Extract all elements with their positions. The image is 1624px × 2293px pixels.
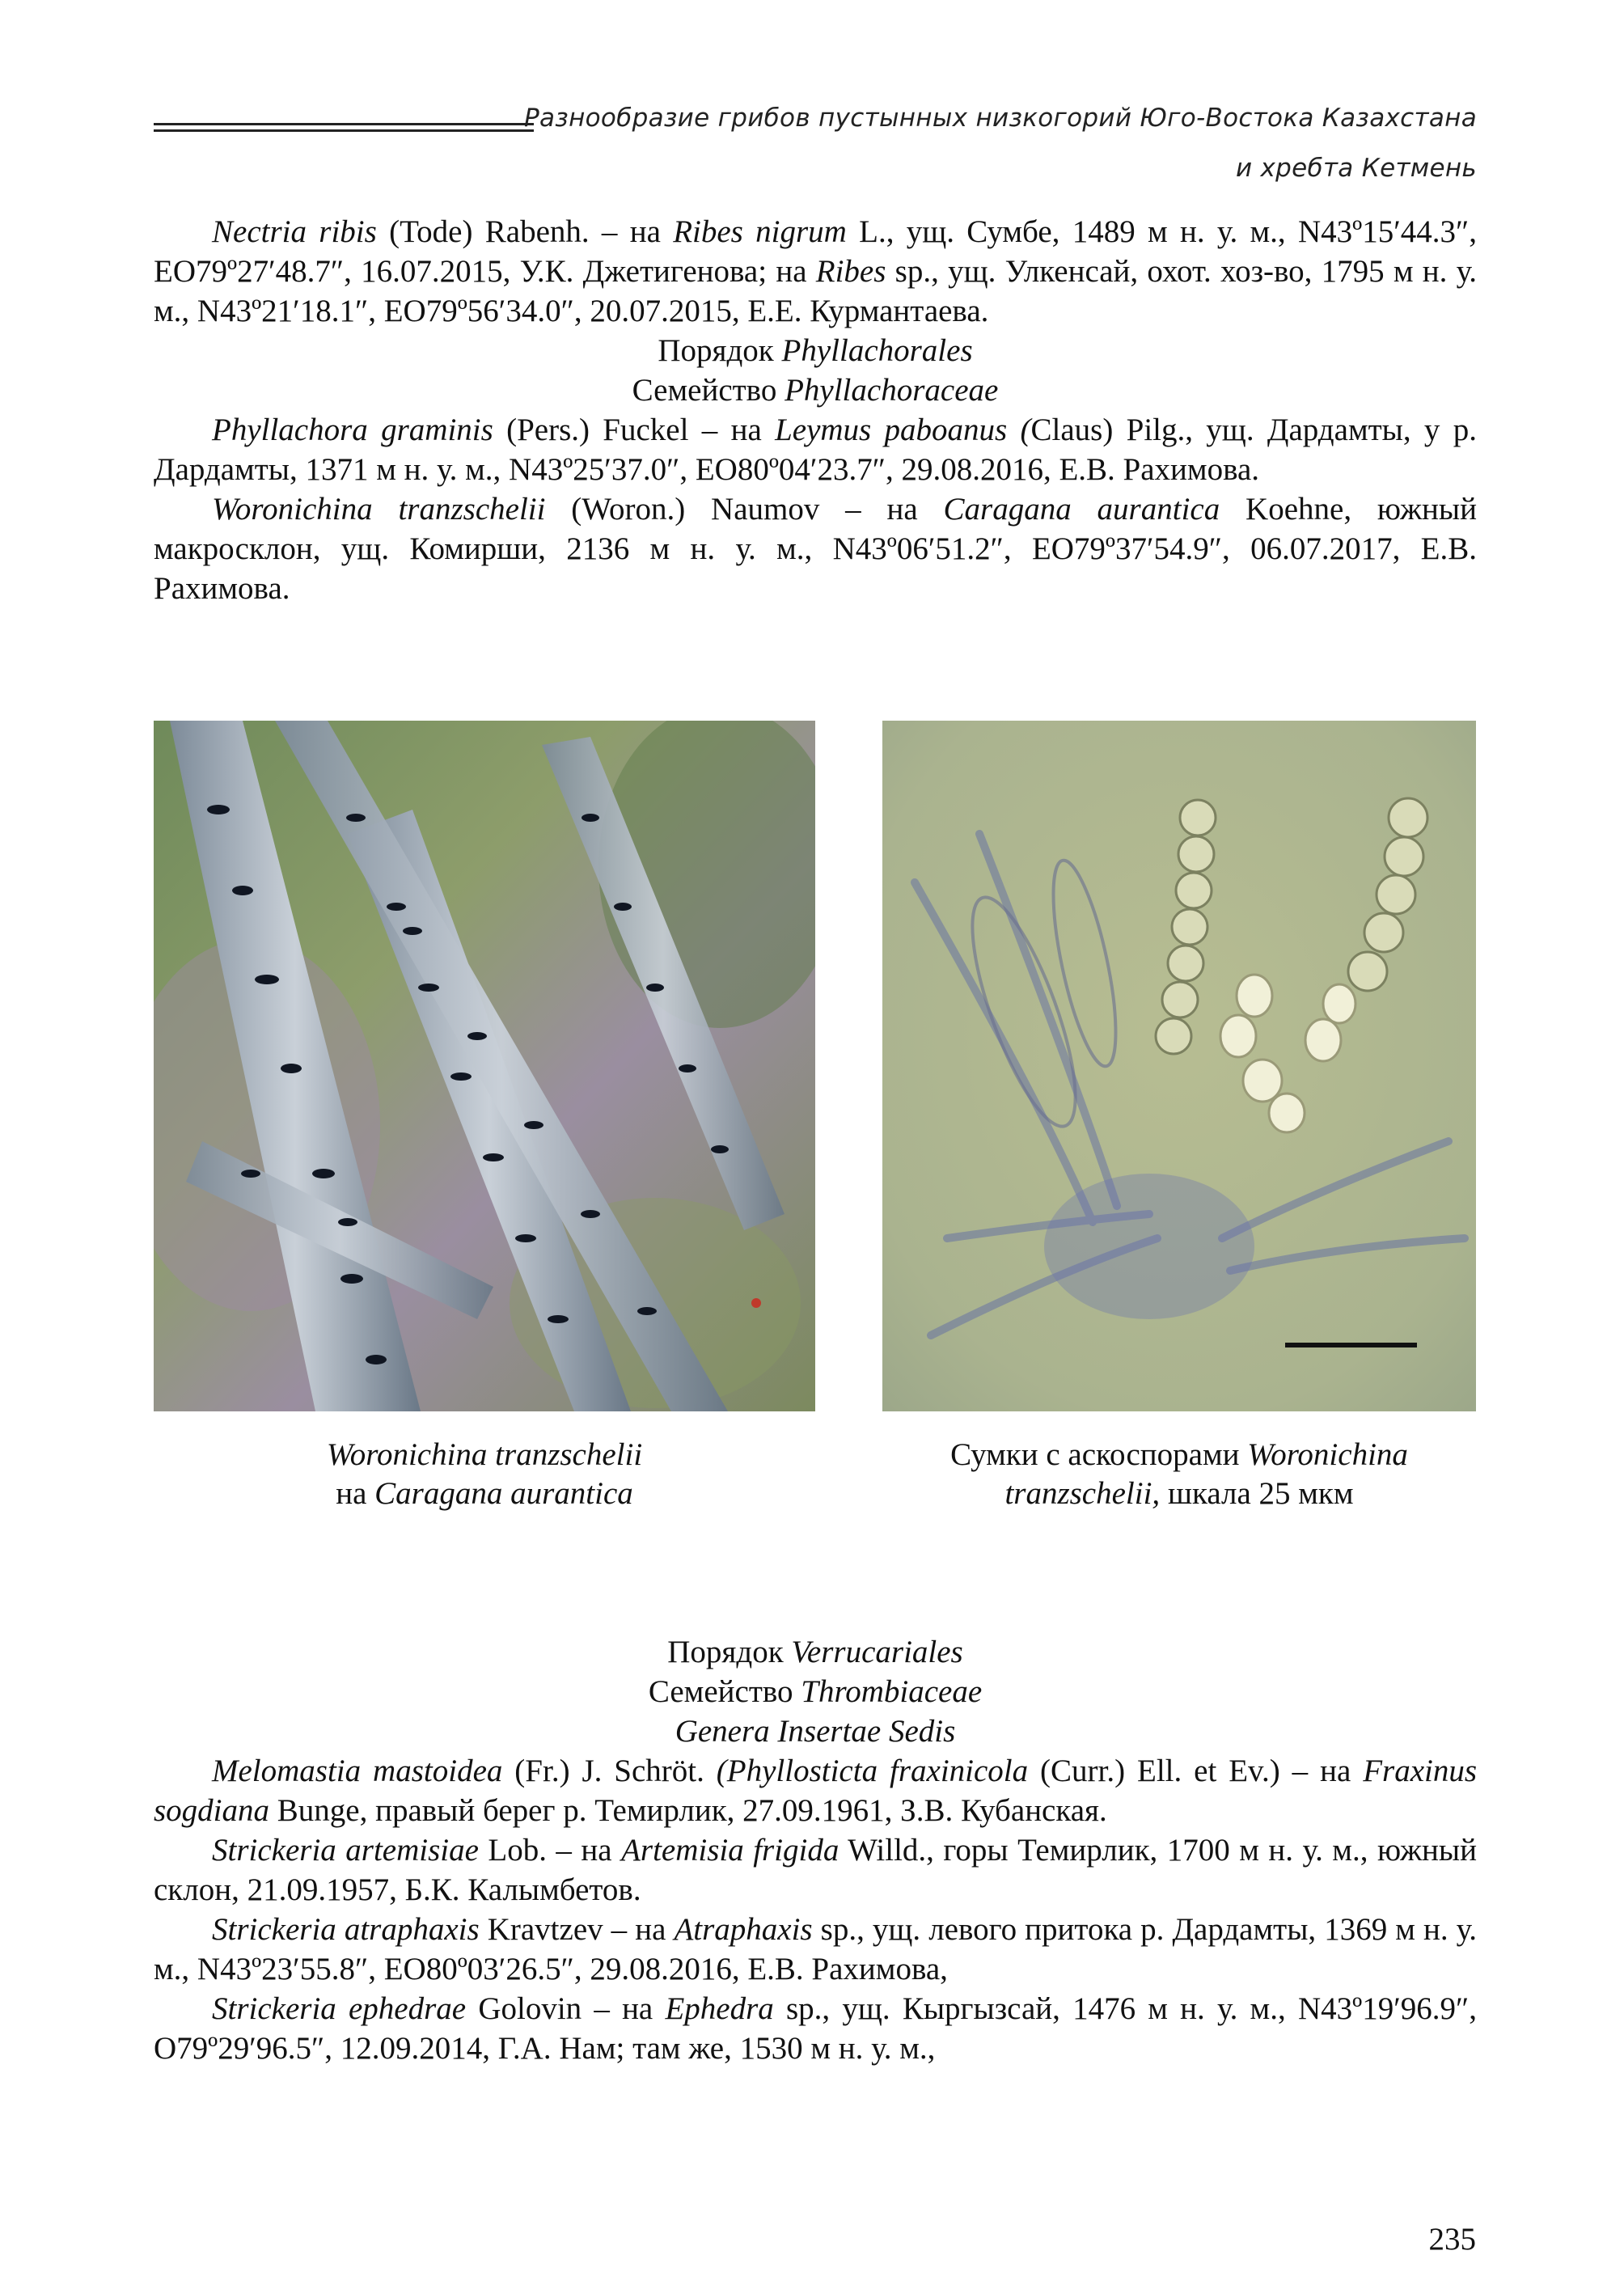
photo-twigs-woronichina bbox=[154, 721, 815, 1411]
host-name: Ephedra bbox=[665, 1991, 774, 2026]
species-name: Melomastia mastoidea bbox=[212, 1754, 503, 1788]
host-name: Artemisia frigida bbox=[621, 1833, 839, 1868]
text-block-top bbox=[154, 212, 1477, 608]
host-name: Atraphaxis bbox=[674, 1912, 813, 1947]
paragraph-text: sp., ущ. левого притока р. Дардамты, 1369 м н. у. м., N43º23′55.8″, ЕО80º03′26.5″, 29.08.2016, Е.В. Рахимова, bbox=[154, 1912, 1477, 1986]
order-heading bbox=[154, 331, 1477, 370]
family-heading bbox=[154, 370, 1477, 410]
paragraph-melomastia-mastoidea bbox=[154, 1751, 1477, 1830]
species-name: Woronichina tranzschelii bbox=[212, 492, 546, 527]
caption-text: на bbox=[336, 1476, 375, 1511]
order-heading bbox=[154, 1632, 1477, 1672]
family-name: Phyllachoraceae bbox=[785, 373, 999, 408]
paragraph-text: Claus) Pilg., ущ. Дардамты, у р. Дардамты, 1371 м н. у. м., N43º25′37.0″, ЕО80º04′23.7″, 29.08.2016, Е.В. Рахимова. bbox=[154, 412, 1477, 487]
host-name: Caragana aurantica bbox=[943, 492, 1220, 527]
heading-prefix: Семейство bbox=[648, 1674, 801, 1709]
host-name: Ribes nigrum bbox=[673, 214, 847, 249]
species-name: Strickeria artemisiae bbox=[212, 1833, 479, 1868]
species-name: Nectria ribis bbox=[212, 214, 377, 249]
heading-prefix: Семейство bbox=[632, 373, 785, 408]
paragraph-phyllachora-graminis bbox=[154, 410, 1477, 489]
running-header-line-2: и хребта Кетмень bbox=[1235, 154, 1477, 183]
genera-name: Genera Insertae Sedis bbox=[675, 1714, 956, 1749]
order-name: Verrucariales bbox=[791, 1635, 963, 1669]
synonym-name: (Phyllosticta fraxinicola bbox=[716, 1754, 1029, 1788]
host-name: Leymus paboanus ( bbox=[775, 412, 1031, 447]
species-name: Phyllachora graminis bbox=[212, 412, 493, 447]
text-block-bottom bbox=[154, 1632, 1477, 2068]
micrograph-illustration bbox=[882, 721, 1476, 1411]
paragraph-text: (Woron.) Naumov – на bbox=[545, 492, 944, 527]
paragraph-strickeria-atraphaxis bbox=[154, 1910, 1477, 1989]
caption-scale-text: шкала 25 мкм bbox=[1160, 1476, 1354, 1511]
host-name: Ribes bbox=[815, 254, 886, 289]
paragraph-text: Lob. – на bbox=[478, 1833, 622, 1868]
caption-species: Woronichina tranzschelii, bbox=[1004, 1437, 1408, 1511]
header-rule bbox=[154, 123, 534, 132]
paragraph-text: Bunge, правый берег р. Темирлик, 27.09.1961, З.В. Кубанская. bbox=[269, 1793, 1107, 1828]
family-heading bbox=[154, 1672, 1477, 1711]
paragraph-text: (Curr.) Ell. et Ev.) – на bbox=[1028, 1754, 1364, 1788]
paragraph-woronichina-tranzschelii bbox=[154, 489, 1477, 608]
paragraph-text: (Fr.) J. Schröt. bbox=[502, 1754, 717, 1788]
paragraph-text: sp., ущ. Улкенсай, охот. хоз-во, 1795 м н. у. м., N43º21′18.1″, ЕО79º56′34.0″, 20.07.2015, Е.Е. Курмантаева. bbox=[154, 254, 1477, 328]
heading-prefix: Порядок bbox=[658, 333, 782, 368]
order-name: Phyllachorales bbox=[781, 333, 973, 368]
paragraph-nectria-ribis bbox=[154, 212, 1477, 331]
species-name: Strickeria ephedrae bbox=[212, 1991, 467, 2026]
paragraph-text: (Pers.) Fuckel – на bbox=[493, 412, 776, 447]
photo-asci-micrograph bbox=[882, 721, 1476, 1411]
family-name: Thrombiaceae bbox=[801, 1674, 983, 1709]
running-header-line-1: Разнообразие грибов пустынных низкогорий Юго-Востока Казахстана bbox=[524, 104, 1477, 133]
species-name: Strickeria atraphaxis bbox=[212, 1912, 480, 1947]
twigs-illustration bbox=[154, 721, 815, 1411]
host-name: Fraxinus sogdiana bbox=[154, 1754, 1478, 1828]
caption-species: Woronichina tranzschelii bbox=[326, 1437, 643, 1472]
paragraph-text: Willd., горы Темирлик, 1700 м н. у. м., южный склон, 21.09.1957, Б.К. Калымбетов. bbox=[154, 1833, 1478, 1907]
paragraph-text: Golovin – на bbox=[466, 1991, 666, 2026]
caption-left bbox=[154, 1436, 815, 1513]
paragraph-text: sp., ущ. Кыргызсай, 1476 м н. у. м., N43º19′96.9″, О79º29′96.5″, 12.09.2014, Г.А. Нам; там же, 1530 м н. у. м., bbox=[154, 1991, 1477, 2066]
paragraph-strickeria-ephedrae bbox=[154, 1989, 1477, 2068]
caption-host: Caragana aurantica bbox=[374, 1476, 633, 1511]
caption-right bbox=[882, 1436, 1476, 1513]
paragraph-text: L., ущ. Сумбе, 1489 м н. у. м., N43º15′44.3″, ЕО79º27′48.7″, 16.07.2015, У.К. Джетигенова; на bbox=[154, 214, 1477, 289]
heading-prefix: Порядок bbox=[667, 1635, 792, 1669]
page-number: 235 bbox=[1428, 2222, 1476, 2257]
genera-heading bbox=[154, 1711, 1477, 1751]
paragraph-text: (Tode) Rabenh. – на bbox=[376, 214, 674, 249]
paragraph-text: Koehne, южный макросклон, ущ. Комирши, 2136 м н. у. м., N43º06′51.2″, ЕО79º37′54.9″, 06.07.2017, Е.В. Рахимова. bbox=[154, 492, 1477, 606]
paragraph-strickeria-artemisiae bbox=[154, 1830, 1477, 1910]
caption-text: Сумки с аскоспорами bbox=[950, 1437, 1248, 1472]
paragraph-text: Kravtzev – на bbox=[479, 1912, 675, 1947]
